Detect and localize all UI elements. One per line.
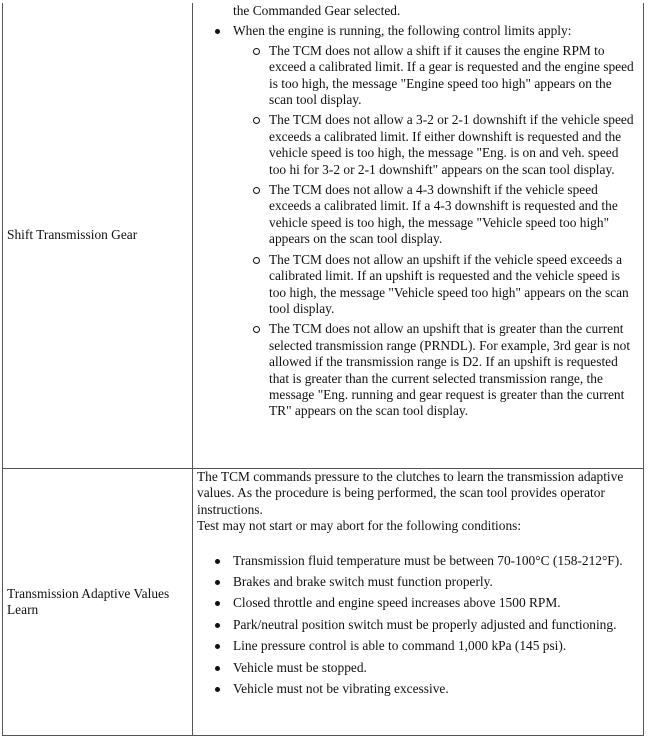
intro-text: The TCM commands pressure to the clutches to learn the transmission adaptive values. As the procedure is being performed, the scan tool provides operator instructions. — [197, 469, 624, 517]
spacer — [197, 535, 635, 553]
row-description-shift-transmission-gear — [193, 3, 644, 469]
list-item: Vehicle must not be vibrating excessive. — [233, 681, 635, 697]
continuation-text: the Commanded Gear selected. — [233, 3, 401, 18]
sub-list-item: The TCM does not allow a 3-2 or 2-1 downshift if the vehicle speed exceeds a calibrated limit. If either downshift is requested and the vehicle speed is too high, the message "Eng. is on and veh. speed too hi for 3-2 or 2-1 downshift" appears on the scan tool display. — [269, 112, 634, 177]
sub-list-item: The TCM does not allow an upshift if the vehicle speed exceeds a calibrated limit. If an upshift is requested and the vehicle speed is too high, the message "Vehicle speed too high" appears on the scan tool display. — [269, 252, 635, 318]
table-row-shift-transmission-gear — [3, 3, 644, 469]
list-item: Line pressure control is able to command 1,000 kPa (145 psi). — [233, 638, 635, 654]
conditions-list — [197, 553, 635, 698]
sub-list-item: The TCM does not allow a 4-3 downshift if the vehicle speed exceeds a calibrated limit. If a 4-3 downshift is requested and the vehicle speed is too high, the message "Vehicle speed too high" appears on the scan tool display. — [269, 182, 635, 248]
intro-block — [197, 469, 635, 535]
list-item: Closed throttle and engine speed increases above 1500 RPM. — [233, 595, 635, 611]
row-description-transmission-adaptive-values-learn — [193, 469, 644, 736]
row-label-transmission-adaptive-values-learn: Transmission Adaptive Values Learn — [3, 469, 193, 736]
procedure-table — [2, 3, 644, 736]
sub-list — [233, 43, 635, 420]
list-item: Vehicle must be stopped. — [233, 660, 635, 676]
list-item: Transmission fluid temperature must be between 70-100°C (158-212°F). — [233, 553, 635, 569]
list-item — [233, 23, 635, 419]
bullet-list — [197, 23, 635, 419]
sub-list-item: The TCM does not allow a shift if it causes the engine RPM to exceed a calibrated limit. If a gear is requested and the engine speed is too high, the message "Engine speed too high" appears on the scan tool display. — [269, 42, 634, 108]
row-label-shift-transmission-gear: Shift Transmission Gear — [3, 3, 193, 469]
list-item: Park/neutral position switch must be properly adjusted and functioning. — [233, 617, 635, 633]
conditions-intro-text: Test may not start or may abort for the following conditions: — [197, 518, 522, 534]
procedure-table-container — [2, 3, 644, 738]
table-row-transmission-adaptive-values-learn — [3, 469, 644, 736]
sub-list-item: The TCM does not allow an upshift that is greater than the current selected transmission range (PRNDL). For example, 3rd gear is not allowed if the transmission range is D2. If an upshift is requested that is greater than the current selected transmission range, the message "Eng. running and gear request is greater than the current TR" appears on the scan tool display. — [269, 321, 635, 419]
bullet-text: When the engine is running, the following control limits apply: — [233, 23, 572, 39]
list-item: Brakes and brake switch must function properly. — [233, 574, 635, 590]
